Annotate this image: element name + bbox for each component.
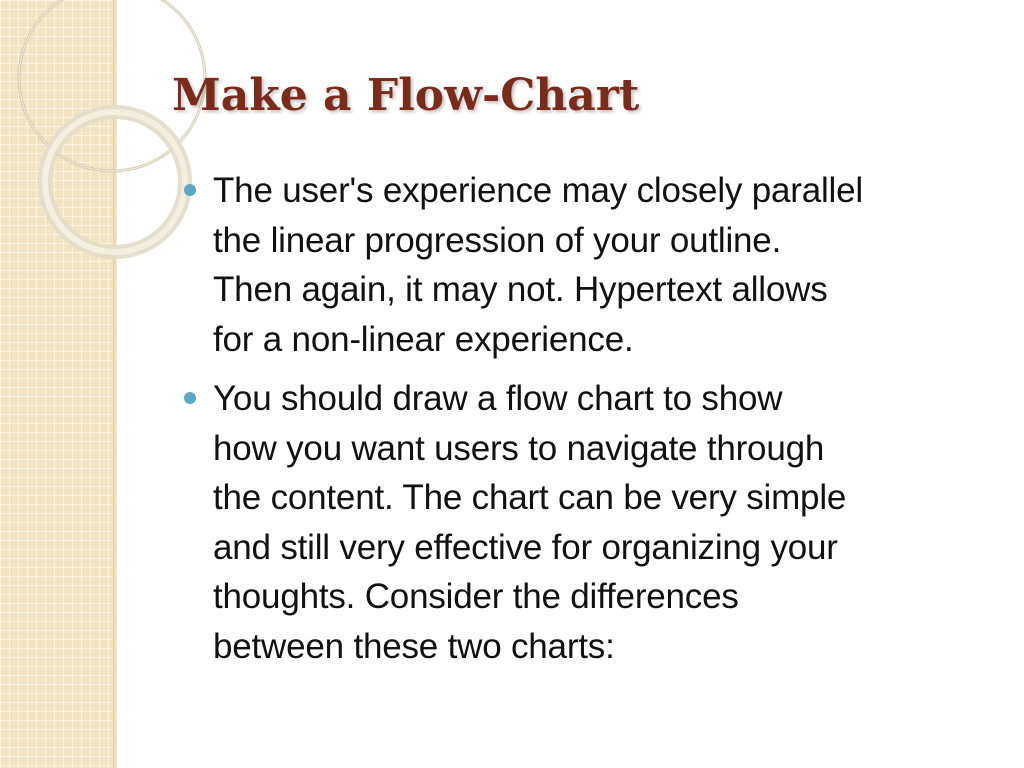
bullet-text-line: how you want users to navigate through: [213, 428, 825, 468]
bullet-text-line: the content. The chart can be very simple: [213, 478, 847, 517]
bullet-dot-icon: [184, 184, 196, 196]
bullet-item: [184, 166, 1004, 364]
decorative-rings-icon: [0, 0, 140, 260]
bullet-text-line: thoughts. Consider the differences: [213, 577, 739, 616]
bullet-list: [184, 166, 1004, 681]
bullet-text-line: between these two charts:: [213, 626, 615, 666]
bullet-text-line: You should draw a flow chart to show: [213, 379, 783, 418]
bullet-text-line: The user's experience may closely parallel: [213, 171, 863, 210]
bullet-text-line: and still very effective for organizing your: [213, 527, 838, 567]
slide-title: Make a Flow-Chart: [172, 70, 640, 121]
bullet-text-line: Then again, it may not. Hypertext allows: [213, 270, 828, 309]
bullet-dot-icon: [184, 392, 196, 404]
bullet-text-line: for a non-linear experience.: [213, 319, 634, 359]
bullet-item: [184, 374, 1004, 671]
bullet-text-line: the linear progression of your outline.: [213, 220, 782, 260]
